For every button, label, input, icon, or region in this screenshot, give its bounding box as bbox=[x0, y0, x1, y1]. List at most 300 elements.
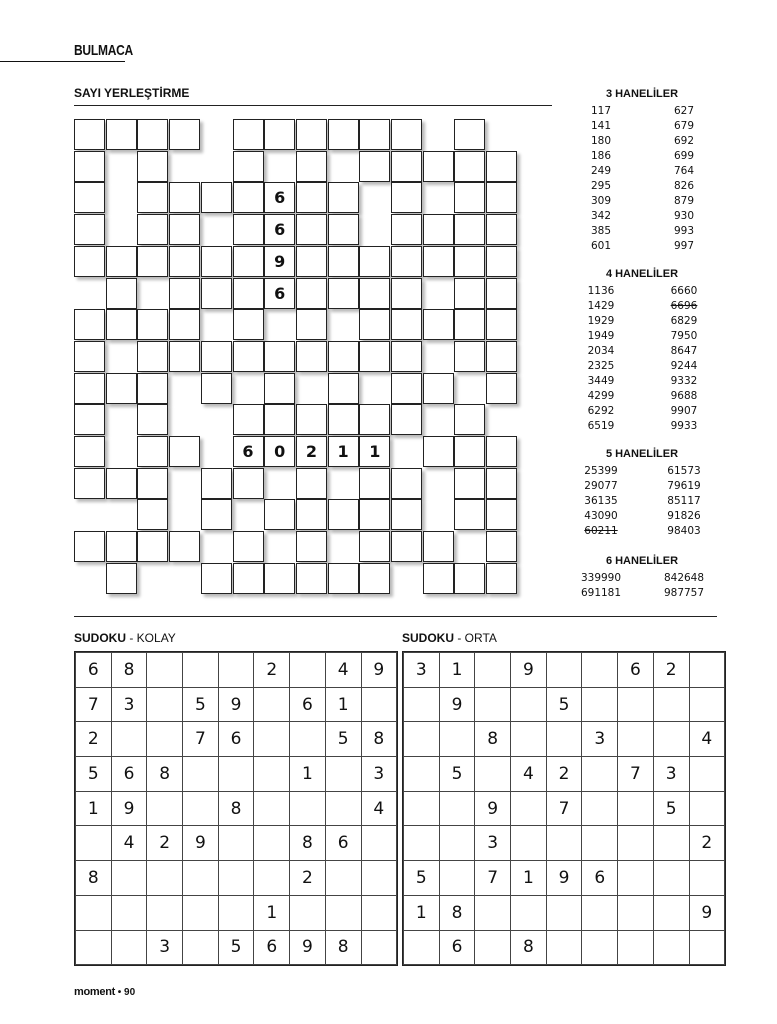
sudoku-cell[interactable]: 2 bbox=[254, 653, 290, 688]
grid-cell[interactable] bbox=[391, 151, 422, 182]
grid-cell[interactable] bbox=[106, 119, 137, 150]
sudoku-cell[interactable]: 1 bbox=[254, 895, 290, 930]
sudoku-cell[interactable]: 3 bbox=[582, 722, 618, 757]
sudoku-cell[interactable]: 8 bbox=[439, 895, 475, 930]
sudoku-cell[interactable] bbox=[546, 930, 582, 965]
sudoku-cell[interactable] bbox=[475, 653, 511, 688]
sudoku-cell[interactable] bbox=[475, 930, 511, 965]
sudoku-cell[interactable]: 9 bbox=[546, 861, 582, 896]
sudoku-cell[interactable] bbox=[653, 722, 689, 757]
grid-cell[interactable] bbox=[296, 404, 327, 435]
sudoku-cell[interactable]: 3 bbox=[111, 687, 147, 722]
sudoku-cell[interactable]: 2 bbox=[290, 861, 326, 896]
grid-cell[interactable] bbox=[423, 531, 454, 562]
sudoku-cell[interactable]: 1 bbox=[76, 791, 112, 826]
grid-cell[interactable] bbox=[423, 309, 454, 340]
grid-cell[interactable]: 6 bbox=[233, 436, 264, 467]
grid-cell[interactable] bbox=[454, 151, 485, 182]
sudoku-cell[interactable] bbox=[653, 861, 689, 896]
sudoku-cell[interactable]: 9 bbox=[183, 826, 219, 861]
sudoku-cell[interactable] bbox=[618, 791, 654, 826]
grid-cell[interactable] bbox=[74, 468, 105, 499]
grid-cell[interactable] bbox=[169, 278, 200, 309]
grid-cell[interactable] bbox=[74, 151, 105, 182]
sudoku-cell[interactable] bbox=[183, 861, 219, 896]
sudoku-cell[interactable]: 8 bbox=[325, 930, 361, 965]
sudoku-cell[interactable]: 8 bbox=[361, 722, 397, 757]
sudoku-cell[interactable]: 4 bbox=[511, 757, 547, 792]
grid-cell[interactable] bbox=[106, 278, 137, 309]
sudoku-cell[interactable] bbox=[653, 826, 689, 861]
sudoku-cell[interactable] bbox=[218, 757, 254, 792]
sudoku-cell[interactable] bbox=[254, 722, 290, 757]
grid-cell[interactable] bbox=[328, 373, 359, 404]
sudoku-cell[interactable]: 3 bbox=[361, 757, 397, 792]
sudoku-cell[interactable] bbox=[546, 895, 582, 930]
grid-cell[interactable] bbox=[454, 563, 485, 594]
grid-cell[interactable] bbox=[74, 214, 105, 245]
grid-cell[interactable] bbox=[296, 151, 327, 182]
sudoku-cell[interactable] bbox=[147, 791, 183, 826]
grid-cell[interactable] bbox=[454, 182, 485, 213]
sudoku-cell[interactable] bbox=[254, 791, 290, 826]
grid-cell[interactable] bbox=[391, 341, 422, 372]
sudoku-cell[interactable]: 2 bbox=[653, 653, 689, 688]
grid-cell[interactable] bbox=[74, 436, 105, 467]
sudoku-cell[interactable]: 7 bbox=[618, 757, 654, 792]
grid-cell[interactable] bbox=[328, 278, 359, 309]
grid-cell[interactable] bbox=[454, 404, 485, 435]
sudoku-cell[interactable] bbox=[404, 687, 440, 722]
sudoku-cell[interactable] bbox=[183, 930, 219, 965]
grid-cell[interactable] bbox=[137, 214, 168, 245]
grid-cell[interactable] bbox=[486, 373, 517, 404]
grid-cell[interactable] bbox=[264, 341, 295, 372]
grid-cell[interactable] bbox=[359, 468, 390, 499]
sudoku-cell[interactable] bbox=[111, 930, 147, 965]
grid-cell[interactable] bbox=[201, 341, 232, 372]
grid-cell[interactable] bbox=[296, 563, 327, 594]
grid-cell[interactable] bbox=[296, 214, 327, 245]
grid-cell[interactable] bbox=[359, 151, 390, 182]
grid-cell[interactable] bbox=[296, 468, 327, 499]
grid-cell[interactable] bbox=[359, 309, 390, 340]
grid-cell[interactable] bbox=[391, 214, 422, 245]
grid-cell[interactable] bbox=[233, 119, 264, 150]
sudoku-cell[interactable]: 3 bbox=[475, 826, 511, 861]
grid-cell[interactable] bbox=[296, 246, 327, 277]
grid-cell[interactable]: 6 bbox=[264, 278, 295, 309]
grid-cell[interactable] bbox=[391, 182, 422, 213]
sudoku-cell[interactable]: 4 bbox=[689, 722, 725, 757]
grid-cell[interactable] bbox=[296, 341, 327, 372]
grid-cell[interactable] bbox=[454, 214, 485, 245]
grid-cell[interactable] bbox=[264, 499, 295, 530]
grid-cell[interactable] bbox=[201, 468, 232, 499]
grid-cell[interactable] bbox=[106, 309, 137, 340]
sudoku-cell[interactable] bbox=[218, 861, 254, 896]
grid-cell[interactable] bbox=[137, 499, 168, 530]
sudoku-cell[interactable]: 8 bbox=[290, 826, 326, 861]
grid-cell[interactable] bbox=[169, 246, 200, 277]
grid-cell[interactable] bbox=[328, 404, 359, 435]
grid-cell[interactable] bbox=[391, 531, 422, 562]
grid-cell[interactable] bbox=[233, 278, 264, 309]
grid-cell[interactable]: 1 bbox=[359, 436, 390, 467]
sudoku-cell[interactable] bbox=[439, 826, 475, 861]
sudoku-cell[interactable] bbox=[475, 895, 511, 930]
sudoku-cell[interactable]: 6 bbox=[254, 930, 290, 965]
grid-cell[interactable] bbox=[233, 563, 264, 594]
grid-cell[interactable]: 2 bbox=[296, 436, 327, 467]
sudoku-cell[interactable] bbox=[404, 757, 440, 792]
grid-cell[interactable]: 6 bbox=[264, 182, 295, 213]
grid-cell[interactable] bbox=[169, 182, 200, 213]
sudoku-cell[interactable]: 9 bbox=[475, 791, 511, 826]
sudoku-cell[interactable] bbox=[361, 930, 397, 965]
grid-cell[interactable] bbox=[454, 499, 485, 530]
sudoku-cell[interactable]: 6 bbox=[218, 722, 254, 757]
grid-cell[interactable] bbox=[106, 563, 137, 594]
sudoku-cell[interactable]: 2 bbox=[689, 826, 725, 861]
grid-cell[interactable] bbox=[169, 214, 200, 245]
grid-cell[interactable] bbox=[423, 246, 454, 277]
grid-cell[interactable] bbox=[423, 214, 454, 245]
grid-cell[interactable] bbox=[296, 531, 327, 562]
grid-cell[interactable] bbox=[137, 531, 168, 562]
grid-cell[interactable] bbox=[201, 278, 232, 309]
sudoku-cell[interactable] bbox=[689, 861, 725, 896]
sudoku-cell[interactable] bbox=[290, 653, 326, 688]
sudoku-cell[interactable]: 1 bbox=[325, 687, 361, 722]
grid-cell[interactable] bbox=[359, 119, 390, 150]
sudoku-cell[interactable] bbox=[582, 653, 618, 688]
grid-cell[interactable] bbox=[169, 531, 200, 562]
grid-cell[interactable] bbox=[486, 341, 517, 372]
grid-cell[interactable] bbox=[169, 309, 200, 340]
sudoku-cell[interactable]: 7 bbox=[76, 687, 112, 722]
grid-cell[interactable] bbox=[359, 499, 390, 530]
grid-cell[interactable] bbox=[296, 278, 327, 309]
grid-cell[interactable] bbox=[137, 151, 168, 182]
grid-cell[interactable] bbox=[137, 119, 168, 150]
sudoku-cell[interactable] bbox=[147, 653, 183, 688]
grid-cell[interactable] bbox=[454, 278, 485, 309]
grid-cell[interactable] bbox=[486, 468, 517, 499]
sudoku-cell[interactable]: 4 bbox=[111, 826, 147, 861]
grid-cell[interactable] bbox=[74, 119, 105, 150]
sudoku-cell[interactable]: 5 bbox=[76, 757, 112, 792]
sudoku-cell[interactable] bbox=[511, 722, 547, 757]
grid-cell[interactable] bbox=[391, 246, 422, 277]
grid-cell[interactable] bbox=[296, 182, 327, 213]
sudoku-cell[interactable]: 8 bbox=[218, 791, 254, 826]
sudoku-cell[interactable] bbox=[653, 687, 689, 722]
grid-cell[interactable] bbox=[486, 214, 517, 245]
grid-cell[interactable] bbox=[74, 373, 105, 404]
grid-cell[interactable] bbox=[486, 151, 517, 182]
sudoku-cell[interactable] bbox=[475, 687, 511, 722]
grid-cell[interactable] bbox=[454, 341, 485, 372]
sudoku-cell[interactable]: 6 bbox=[76, 653, 112, 688]
grid-cell[interactable] bbox=[328, 119, 359, 150]
grid-cell[interactable] bbox=[137, 246, 168, 277]
sudoku-cell[interactable] bbox=[76, 895, 112, 930]
sudoku-cell[interactable]: 7 bbox=[546, 791, 582, 826]
grid-cell[interactable] bbox=[74, 182, 105, 213]
sudoku-cell[interactable]: 5 bbox=[183, 687, 219, 722]
grid-cell[interactable] bbox=[233, 309, 264, 340]
sudoku-cell[interactable] bbox=[325, 757, 361, 792]
grid-cell[interactable] bbox=[233, 246, 264, 277]
grid-cell[interactable] bbox=[233, 182, 264, 213]
grid-cell[interactable] bbox=[74, 309, 105, 340]
sudoku-cell[interactable]: 6 bbox=[582, 861, 618, 896]
sudoku-cell[interactable] bbox=[618, 930, 654, 965]
sudoku-cell[interactable] bbox=[689, 757, 725, 792]
grid-cell[interactable] bbox=[391, 499, 422, 530]
sudoku-cell[interactable]: 6 bbox=[325, 826, 361, 861]
sudoku-cell[interactable] bbox=[111, 895, 147, 930]
sudoku-cell[interactable]: 1 bbox=[511, 861, 547, 896]
sudoku-cell[interactable] bbox=[290, 722, 326, 757]
sudoku-cell[interactable] bbox=[404, 722, 440, 757]
grid-cell[interactable] bbox=[391, 373, 422, 404]
grid-cell[interactable] bbox=[486, 182, 517, 213]
grid-cell[interactable] bbox=[454, 119, 485, 150]
grid-cell[interactable] bbox=[233, 151, 264, 182]
grid-cell[interactable] bbox=[359, 341, 390, 372]
sudoku-cell[interactable]: 5 bbox=[218, 930, 254, 965]
grid-cell[interactable] bbox=[486, 531, 517, 562]
grid-cell[interactable] bbox=[486, 499, 517, 530]
grid-cell[interactable] bbox=[264, 404, 295, 435]
sudoku-cell[interactable]: 6 bbox=[439, 930, 475, 965]
grid-cell[interactable] bbox=[391, 119, 422, 150]
grid-cell[interactable] bbox=[486, 278, 517, 309]
grid-cell[interactable] bbox=[391, 278, 422, 309]
grid-cell[interactable]: 0 bbox=[264, 436, 295, 467]
grid-cell[interactable] bbox=[201, 182, 232, 213]
sudoku-cell[interactable] bbox=[254, 861, 290, 896]
sudoku-cell[interactable] bbox=[618, 687, 654, 722]
sudoku-cell[interactable] bbox=[511, 791, 547, 826]
sudoku-cell[interactable]: 8 bbox=[147, 757, 183, 792]
sudoku-cell[interactable] bbox=[111, 861, 147, 896]
grid-cell[interactable] bbox=[423, 151, 454, 182]
sudoku-cell[interactable]: 9 bbox=[290, 930, 326, 965]
sudoku-cell[interactable]: 2 bbox=[76, 722, 112, 757]
grid-cell[interactable] bbox=[137, 309, 168, 340]
grid-cell[interactable] bbox=[74, 531, 105, 562]
sudoku-cell[interactable] bbox=[546, 653, 582, 688]
sudoku-cell[interactable] bbox=[254, 757, 290, 792]
sudoku-cell[interactable]: 6 bbox=[290, 687, 326, 722]
sudoku-cell[interactable]: 3 bbox=[653, 757, 689, 792]
sudoku-cell[interactable]: 5 bbox=[653, 791, 689, 826]
sudoku-cell[interactable]: 5 bbox=[404, 861, 440, 896]
grid-cell[interactable] bbox=[328, 499, 359, 530]
sudoku-cell[interactable]: 2 bbox=[546, 757, 582, 792]
sudoku-cell[interactable]: 1 bbox=[290, 757, 326, 792]
grid-cell[interactable] bbox=[359, 278, 390, 309]
grid-cell[interactable] bbox=[359, 404, 390, 435]
sudoku-cell[interactable]: 7 bbox=[475, 861, 511, 896]
sudoku-cell[interactable] bbox=[404, 791, 440, 826]
sudoku-cell[interactable] bbox=[689, 791, 725, 826]
sudoku-cell[interactable]: 5 bbox=[325, 722, 361, 757]
grid-cell[interactable] bbox=[328, 341, 359, 372]
sudoku-cell[interactable] bbox=[582, 826, 618, 861]
sudoku-cell[interactable] bbox=[582, 895, 618, 930]
grid-cell[interactable] bbox=[486, 563, 517, 594]
grid-cell[interactable] bbox=[264, 119, 295, 150]
sudoku-cell[interactable]: 8 bbox=[76, 861, 112, 896]
grid-cell[interactable] bbox=[296, 309, 327, 340]
sudoku-cell[interactable]: 3 bbox=[404, 653, 440, 688]
grid-cell[interactable] bbox=[201, 499, 232, 530]
sudoku-cell[interactable] bbox=[361, 687, 397, 722]
grid-cell[interactable] bbox=[201, 373, 232, 404]
sudoku-cell[interactable]: 4 bbox=[361, 791, 397, 826]
grid-cell[interactable] bbox=[233, 468, 264, 499]
sudoku-cell[interactable]: 9 bbox=[689, 895, 725, 930]
grid-cell[interactable] bbox=[328, 246, 359, 277]
grid-cell[interactable] bbox=[74, 341, 105, 372]
sudoku-cell[interactable] bbox=[147, 861, 183, 896]
grid-cell[interactable] bbox=[296, 499, 327, 530]
sudoku-cell[interactable] bbox=[653, 930, 689, 965]
sudoku-cell[interactable]: 9 bbox=[439, 687, 475, 722]
sudoku-cell[interactable]: 2 bbox=[147, 826, 183, 861]
grid-cell[interactable] bbox=[137, 468, 168, 499]
sudoku-cell[interactable] bbox=[582, 687, 618, 722]
sudoku-cell[interactable] bbox=[618, 861, 654, 896]
sudoku-cell[interactable] bbox=[511, 687, 547, 722]
sudoku-cell[interactable] bbox=[76, 826, 112, 861]
grid-cell[interactable] bbox=[233, 531, 264, 562]
sudoku-cell[interactable]: 4 bbox=[325, 653, 361, 688]
sudoku-cell[interactable] bbox=[218, 653, 254, 688]
grid-cell[interactable] bbox=[137, 182, 168, 213]
sudoku-cell[interactable]: 5 bbox=[439, 757, 475, 792]
sudoku-cell[interactable] bbox=[618, 826, 654, 861]
sudoku-cell[interactable] bbox=[183, 757, 219, 792]
sudoku-cell[interactable] bbox=[511, 895, 547, 930]
sudoku-cell[interactable]: 9 bbox=[511, 653, 547, 688]
grid-cell[interactable] bbox=[359, 246, 390, 277]
grid-cell[interactable] bbox=[359, 563, 390, 594]
grid-cell[interactable] bbox=[391, 309, 422, 340]
grid-cell[interactable] bbox=[137, 404, 168, 435]
sudoku-cell[interactable] bbox=[404, 826, 440, 861]
sudoku-cell[interactable]: 6 bbox=[111, 757, 147, 792]
grid-cell[interactable] bbox=[106, 531, 137, 562]
sudoku-cell[interactable] bbox=[361, 861, 397, 896]
grid-cell[interactable] bbox=[106, 468, 137, 499]
sudoku-cell[interactable] bbox=[361, 895, 397, 930]
sudoku-cell[interactable] bbox=[689, 687, 725, 722]
sudoku-cell[interactable] bbox=[254, 826, 290, 861]
grid-cell[interactable] bbox=[328, 214, 359, 245]
grid-cell[interactable] bbox=[201, 246, 232, 277]
grid-cell[interactable] bbox=[423, 563, 454, 594]
sudoku-cell[interactable] bbox=[618, 895, 654, 930]
sudoku-cell[interactable] bbox=[147, 895, 183, 930]
grid-cell[interactable] bbox=[328, 563, 359, 594]
grid-cell[interactable] bbox=[391, 404, 422, 435]
grid-cell[interactable] bbox=[233, 341, 264, 372]
grid-cell[interactable] bbox=[486, 246, 517, 277]
sudoku-cell[interactable]: 1 bbox=[439, 653, 475, 688]
sudoku-cell[interactable] bbox=[511, 826, 547, 861]
sudoku-cell[interactable]: 8 bbox=[475, 722, 511, 757]
sudoku-cell[interactable] bbox=[218, 826, 254, 861]
sudoku-cell[interactable]: 7 bbox=[183, 722, 219, 757]
sudoku-cell[interactable] bbox=[183, 791, 219, 826]
grid-cell[interactable]: 1 bbox=[328, 436, 359, 467]
grid-cell[interactable] bbox=[169, 119, 200, 150]
grid-cell[interactable] bbox=[486, 309, 517, 340]
sudoku-cell[interactable] bbox=[546, 826, 582, 861]
sudoku-cell[interactable]: 5 bbox=[546, 687, 582, 722]
grid-cell[interactable] bbox=[264, 563, 295, 594]
sudoku-cell[interactable] bbox=[439, 861, 475, 896]
sudoku-cell[interactable] bbox=[689, 930, 725, 965]
sudoku-cell[interactable]: 3 bbox=[147, 930, 183, 965]
grid-cell[interactable] bbox=[233, 214, 264, 245]
sudoku-cell[interactable] bbox=[325, 895, 361, 930]
sudoku-cell[interactable] bbox=[325, 791, 361, 826]
grid-cell[interactable] bbox=[137, 341, 168, 372]
sudoku-cell[interactable]: 8 bbox=[511, 930, 547, 965]
grid-cell[interactable] bbox=[74, 404, 105, 435]
sudoku-cell[interactable] bbox=[218, 895, 254, 930]
sudoku-cell[interactable] bbox=[653, 895, 689, 930]
sudoku-cell[interactable] bbox=[404, 930, 440, 965]
sudoku-cell[interactable] bbox=[290, 791, 326, 826]
sudoku-cell[interactable] bbox=[76, 930, 112, 965]
sudoku-cell[interactable] bbox=[147, 722, 183, 757]
grid-cell[interactable] bbox=[264, 373, 295, 404]
sudoku-cell[interactable]: 9 bbox=[111, 791, 147, 826]
sudoku-cell[interactable] bbox=[582, 930, 618, 965]
sudoku-cell[interactable] bbox=[254, 687, 290, 722]
sudoku-cell[interactable] bbox=[111, 722, 147, 757]
sudoku-cell[interactable] bbox=[361, 826, 397, 861]
sudoku-cell[interactable]: 9 bbox=[361, 653, 397, 688]
sudoku-cell[interactable] bbox=[582, 791, 618, 826]
grid-cell[interactable] bbox=[106, 373, 137, 404]
grid-cell[interactable] bbox=[296, 119, 327, 150]
grid-cell[interactable]: 6 bbox=[264, 214, 295, 245]
grid-cell[interactable] bbox=[201, 563, 232, 594]
grid-cell[interactable] bbox=[137, 373, 168, 404]
sudoku-cell[interactable] bbox=[689, 653, 725, 688]
grid-cell[interactable]: 9 bbox=[264, 246, 295, 277]
sudoku-cell[interactable] bbox=[439, 791, 475, 826]
sudoku-cell[interactable]: 8 bbox=[111, 653, 147, 688]
grid-cell[interactable] bbox=[74, 246, 105, 277]
sudoku-cell[interactable] bbox=[290, 895, 326, 930]
grid-cell[interactable] bbox=[359, 531, 390, 562]
sudoku-cell[interactable]: 1 bbox=[404, 895, 440, 930]
grid-cell[interactable] bbox=[454, 246, 485, 277]
sudoku-cell[interactable] bbox=[546, 722, 582, 757]
grid-cell[interactable] bbox=[454, 309, 485, 340]
grid-cell[interactable] bbox=[169, 341, 200, 372]
grid-cell[interactable] bbox=[233, 404, 264, 435]
